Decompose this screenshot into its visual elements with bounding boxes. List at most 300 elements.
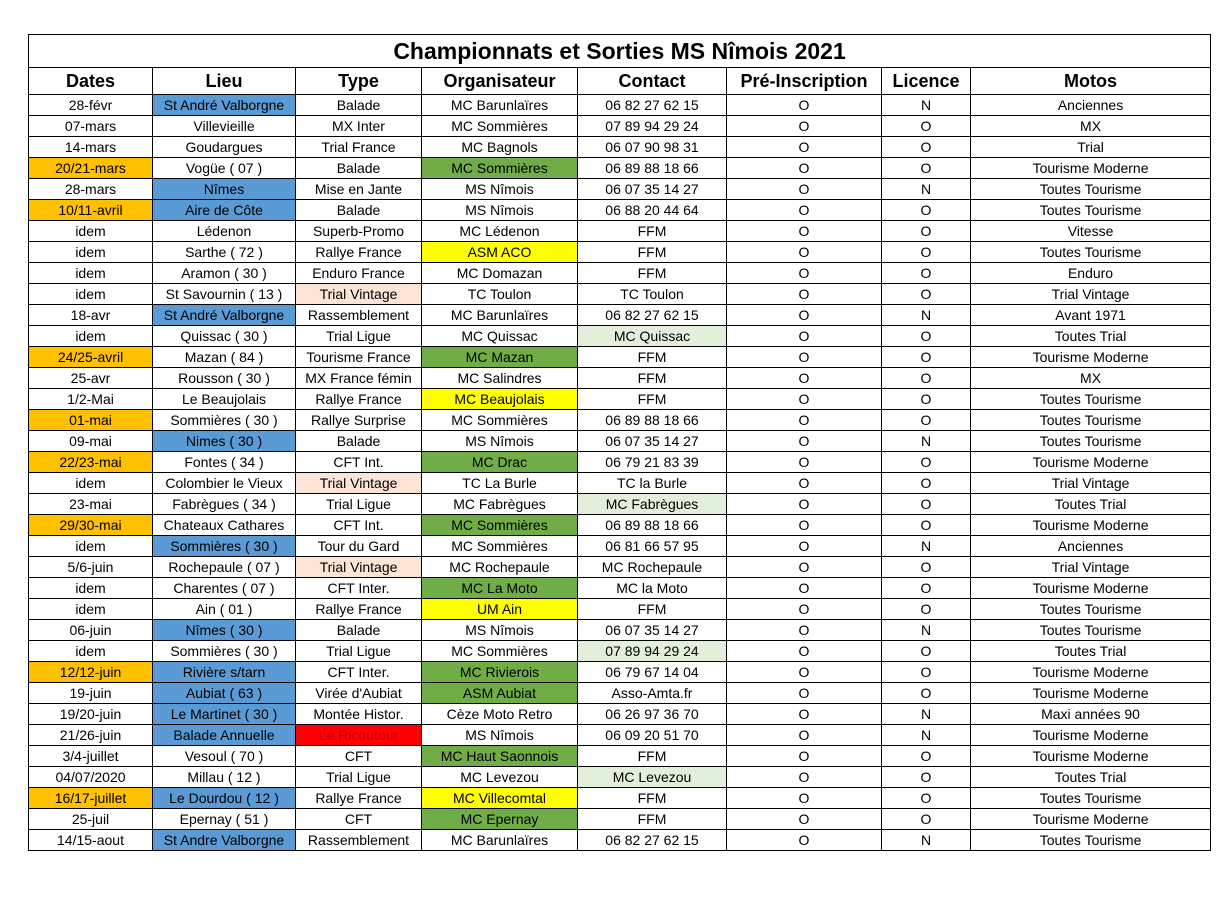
table-row (29, 284, 1211, 305)
cell-date: 04/07/2020 (29, 767, 153, 788)
cell-organisateur: MC Domazan (422, 263, 578, 284)
cell-lieu: Villevieille (153, 116, 296, 137)
cell-contact: FFM (578, 368, 727, 389)
cell-date: 10/11-avril (29, 200, 153, 221)
cell-type: Rallye France (296, 242, 422, 263)
cell-date: 01-mai (29, 410, 153, 431)
cell-date: 24/25-avril (29, 347, 153, 368)
cell-type: Rassemblement (296, 305, 422, 326)
cell-lieu: Rochepaule ( 07 ) (153, 557, 296, 578)
cell-lieu: Le Beaujolais (153, 389, 296, 410)
cell-licence: O (882, 116, 971, 137)
page-title: Championnats et Sorties MS Nîmois 2021 (29, 35, 1211, 68)
cell-organisateur: MC Barunlaïres (422, 95, 578, 116)
cell-type: CFT Inter. (296, 662, 422, 683)
cell-motos: Toutes Tourisme (971, 242, 1211, 263)
cell-pre-inscription: O (727, 95, 882, 116)
cell-type: MX France fémin (296, 368, 422, 389)
cell-lieu: Rousson ( 30 ) (153, 368, 296, 389)
cell-organisateur: MC Villecomtal (422, 788, 578, 809)
cell-lieu: Colombier le Vieux (153, 473, 296, 494)
cell-organisateur: MC Epernay (422, 809, 578, 830)
cell-licence: O (882, 347, 971, 368)
cell-organisateur: TC La Burle (422, 473, 578, 494)
cell-pre-inscription: O (727, 473, 882, 494)
cell-licence: O (882, 557, 971, 578)
header-type: Type (296, 68, 422, 95)
cell-pre-inscription: O (727, 347, 882, 368)
cell-organisateur: MC Quissac (422, 326, 578, 347)
cell-date: idem (29, 641, 153, 662)
cell-contact: 06 81 66 57 95 (578, 536, 727, 557)
cell-date: 21/26-juin (29, 725, 153, 746)
cell-lieu: Sommières ( 30 ) (153, 536, 296, 557)
cell-type: CFT Int. (296, 452, 422, 473)
cell-licence: O (882, 158, 971, 179)
table-row (29, 536, 1211, 557)
cell-date: 18-avr (29, 305, 153, 326)
cell-date: 19/20-juin (29, 704, 153, 725)
cell-motos: Enduro (971, 263, 1211, 284)
cell-date: 25-juil (29, 809, 153, 830)
table-row (29, 158, 1211, 179)
cell-licence: O (882, 473, 971, 494)
cell-type: Le Ricoutour (296, 725, 422, 746)
cell-organisateur: MC Bagnols (422, 137, 578, 158)
table-body (29, 95, 1211, 851)
cell-licence: N (882, 704, 971, 725)
cell-pre-inscription: O (727, 704, 882, 725)
cell-licence: O (882, 137, 971, 158)
cell-contact: 06 89 88 18 66 (578, 158, 727, 179)
table-row (29, 368, 1211, 389)
cell-motos: Avant 1971 (971, 305, 1211, 326)
cell-contact: FFM (578, 347, 727, 368)
cell-type: CFT Int. (296, 515, 422, 536)
cell-pre-inscription: O (727, 683, 882, 704)
cell-organisateur: MC Sommières (422, 116, 578, 137)
cell-type: Rallye France (296, 788, 422, 809)
cell-licence: O (882, 788, 971, 809)
cell-pre-inscription: O (727, 767, 882, 788)
cell-pre-inscription: O (727, 578, 882, 599)
table-row (29, 767, 1211, 788)
cell-organisateur: MC La Moto (422, 578, 578, 599)
cell-date: 3/4-juillet (29, 746, 153, 767)
cell-organisateur: ASM ACO (422, 242, 578, 263)
cell-pre-inscription: O (727, 452, 882, 473)
cell-organisateur: MC Fabrègues (422, 494, 578, 515)
cell-motos: MX (971, 368, 1211, 389)
cell-type: MX Inter (296, 116, 422, 137)
cell-date: 28-févr (29, 95, 153, 116)
cell-pre-inscription: O (727, 221, 882, 242)
cell-contact: 06 89 88 18 66 (578, 515, 727, 536)
cell-organisateur: MC Lédenon (422, 221, 578, 242)
cell-date: 07-mars (29, 116, 153, 137)
cell-type: Trial France (296, 137, 422, 158)
cell-organisateur: MC Barunlaïres (422, 830, 578, 851)
cell-organisateur: MC Sommières (422, 536, 578, 557)
cell-licence: O (882, 452, 971, 473)
cell-licence: O (882, 809, 971, 830)
cell-contact: FFM (578, 221, 727, 242)
cell-licence: N (882, 179, 971, 200)
cell-motos: Tourisme Moderne (971, 158, 1211, 179)
cell-motos: Toutes Tourisme (971, 389, 1211, 410)
cell-type: CFT (296, 746, 422, 767)
cell-type: Trial Ligue (296, 326, 422, 347)
cell-lieu: Sarthe ( 72 ) (153, 242, 296, 263)
cell-type: Trial Ligue (296, 494, 422, 515)
cell-licence: N (882, 305, 971, 326)
cell-organisateur: MS Nîmois (422, 200, 578, 221)
cell-lieu: Nîmes (153, 179, 296, 200)
cell-date: idem (29, 599, 153, 620)
cell-contact: FFM (578, 746, 727, 767)
cell-date: 12/12-juin (29, 662, 153, 683)
cell-type: Rassemblement (296, 830, 422, 851)
cell-pre-inscription: O (727, 557, 882, 578)
header-contact: Contact (578, 68, 727, 95)
cell-motos: Anciennes (971, 95, 1211, 116)
table-row (29, 599, 1211, 620)
cell-organisateur: MC Levezou (422, 767, 578, 788)
cell-motos: Tourisme Moderne (971, 347, 1211, 368)
table-row (29, 662, 1211, 683)
cell-motos: Toutes Tourisme (971, 788, 1211, 809)
header-row (29, 68, 1211, 95)
table-row (29, 557, 1211, 578)
cell-pre-inscription: O (727, 431, 882, 452)
cell-date: idem (29, 578, 153, 599)
cell-lieu: Aramon ( 30 ) (153, 263, 296, 284)
table-row (29, 137, 1211, 158)
cell-type: Balade (296, 200, 422, 221)
table-row (29, 200, 1211, 221)
title-row (29, 35, 1211, 68)
cell-pre-inscription: O (727, 830, 882, 851)
cell-motos: Anciennes (971, 536, 1211, 557)
cell-licence: O (882, 578, 971, 599)
cell-licence: O (882, 767, 971, 788)
cell-pre-inscription: O (727, 788, 882, 809)
cell-date: idem (29, 242, 153, 263)
cell-contact: TC la Burle (578, 473, 727, 494)
cell-organisateur: MS Nîmois (422, 431, 578, 452)
cell-licence: O (882, 641, 971, 662)
cell-pre-inscription: O (727, 200, 882, 221)
cell-type: Balade (296, 431, 422, 452)
cell-contact: 06 88 20 44 64 (578, 200, 727, 221)
cell-date: 16/17-juillet (29, 788, 153, 809)
cell-licence: O (882, 389, 971, 410)
cell-lieu: St André Valborgne (153, 305, 296, 326)
table-row (29, 515, 1211, 536)
cell-organisateur: MS Nîmois (422, 620, 578, 641)
cell-motos: Tourisme Moderne (971, 515, 1211, 536)
cell-lieu: Le Dourdou ( 12 ) (153, 788, 296, 809)
cell-organisateur: Cèze Moto Retro (422, 704, 578, 725)
table-row (29, 326, 1211, 347)
cell-type: Virée d'Aubiat (296, 683, 422, 704)
cell-licence: O (882, 326, 971, 347)
cell-motos: Toutes Tourisme (971, 410, 1211, 431)
cell-licence: O (882, 410, 971, 431)
cell-motos: Tourisme Moderne (971, 578, 1211, 599)
cell-organisateur: MC Beaujolais (422, 389, 578, 410)
table-row (29, 704, 1211, 725)
cell-organisateur: MC Sommières (422, 641, 578, 662)
cell-lieu: Vogüe ( 07 ) (153, 158, 296, 179)
table-row (29, 221, 1211, 242)
table-row (29, 494, 1211, 515)
table-row (29, 620, 1211, 641)
cell-motos: Toutes Tourisme (971, 620, 1211, 641)
table-row (29, 788, 1211, 809)
cell-pre-inscription: O (727, 158, 882, 179)
cell-pre-inscription: O (727, 137, 882, 158)
cell-pre-inscription: O (727, 494, 882, 515)
cell-motos: Trial Vintage (971, 284, 1211, 305)
header-pre-inscription: Pré-Inscription (727, 68, 882, 95)
cell-type: Superb-Promo (296, 221, 422, 242)
cell-type: Rallye France (296, 389, 422, 410)
header-motos: Motos (971, 68, 1211, 95)
cell-licence: O (882, 494, 971, 515)
cell-type: Trial Ligue (296, 641, 422, 662)
cell-date: 25-avr (29, 368, 153, 389)
cell-contact: 06 79 67 14 04 (578, 662, 727, 683)
cell-licence: N (882, 536, 971, 557)
cell-pre-inscription: O (727, 242, 882, 263)
table-row (29, 641, 1211, 662)
cell-contact: 06 26 97 36 70 (578, 704, 727, 725)
cell-date: 09-mai (29, 431, 153, 452)
cell-contact: MC Fabrègues (578, 494, 727, 515)
cell-date: idem (29, 221, 153, 242)
cell-type: Rallye Surprise (296, 410, 422, 431)
cell-date: 20/21-mars (29, 158, 153, 179)
cell-motos: Tourisme Moderne (971, 662, 1211, 683)
cell-lieu: St Andre Valborgne (153, 830, 296, 851)
cell-lieu: Nimes ( 30 ) (153, 431, 296, 452)
cell-type: CFT Inter. (296, 578, 422, 599)
cell-motos: Trial Vintage (971, 473, 1211, 494)
table-row (29, 746, 1211, 767)
cell-organisateur: MC Mazan (422, 347, 578, 368)
cell-pre-inscription: O (727, 305, 882, 326)
cell-contact: 06 82 27 62 15 (578, 830, 727, 851)
cell-contact: FFM (578, 263, 727, 284)
cell-lieu: Le Martinet ( 30 ) (153, 704, 296, 725)
cell-motos: Toutes Tourisme (971, 431, 1211, 452)
cell-date: idem (29, 284, 153, 305)
cell-date: idem (29, 326, 153, 347)
cell-date: 19-juin (29, 683, 153, 704)
cell-motos: Vitesse (971, 221, 1211, 242)
cell-organisateur: UM Ain (422, 599, 578, 620)
cell-date: idem (29, 263, 153, 284)
cell-contact: 06 07 35 14 27 (578, 620, 727, 641)
cell-lieu: Nîmes ( 30 ) (153, 620, 296, 641)
cell-lieu: Charentes ( 07 ) (153, 578, 296, 599)
cell-contact: MC la Moto (578, 578, 727, 599)
cell-licence: N (882, 431, 971, 452)
cell-motos: Maxi années 90 (971, 704, 1211, 725)
table-row (29, 830, 1211, 851)
cell-contact: 06 07 35 14 27 (578, 431, 727, 452)
cell-contact: 06 82 27 62 15 (578, 95, 727, 116)
table-row (29, 389, 1211, 410)
cell-type: Tourisme France (296, 347, 422, 368)
cell-licence: O (882, 662, 971, 683)
cell-licence: O (882, 284, 971, 305)
cell-date: 5/6-juin (29, 557, 153, 578)
cell-contact: FFM (578, 242, 727, 263)
table-row (29, 242, 1211, 263)
cell-motos: Trial Vintage (971, 557, 1211, 578)
cell-motos: Tourisme Moderne (971, 809, 1211, 830)
cell-licence: N (882, 620, 971, 641)
cell-pre-inscription: O (727, 263, 882, 284)
cell-contact: MC Rochepaule (578, 557, 727, 578)
cell-motos: Toutes Trial (971, 641, 1211, 662)
cell-contact: 07 89 94 29 24 (578, 641, 727, 662)
cell-type: Montée Histor. (296, 704, 422, 725)
table-row (29, 305, 1211, 326)
cell-date: 14/15-aout (29, 830, 153, 851)
cell-date: 1/2-Mai (29, 389, 153, 410)
cell-organisateur: MC Haut Saonnois (422, 746, 578, 767)
cell-date: 23-mai (29, 494, 153, 515)
cell-organisateur: MC Salindres (422, 368, 578, 389)
cell-pre-inscription: O (727, 179, 882, 200)
cell-lieu: Rivière s/tarn (153, 662, 296, 683)
cell-type: CFT (296, 809, 422, 830)
cell-pre-inscription: O (727, 599, 882, 620)
cell-contact: Asso-Amta.fr (578, 683, 727, 704)
cell-licence: N (882, 725, 971, 746)
cell-lieu: Aubiat ( 63 ) (153, 683, 296, 704)
table-row (29, 347, 1211, 368)
cell-organisateur: MC Rivierois (422, 662, 578, 683)
cell-licence: O (882, 683, 971, 704)
table-row (29, 116, 1211, 137)
cell-licence: O (882, 599, 971, 620)
cell-organisateur: ASM Aubiat (422, 683, 578, 704)
events-table (28, 34, 1211, 851)
cell-organisateur: MC Sommières (422, 515, 578, 536)
cell-motos: Toutes Trial (971, 326, 1211, 347)
cell-lieu: Aire de Côte (153, 200, 296, 221)
cell-pre-inscription: O (727, 536, 882, 557)
table-row (29, 431, 1211, 452)
cell-lieu: St Savournin ( 13 ) (153, 284, 296, 305)
cell-licence: O (882, 200, 971, 221)
cell-motos: Toutes Tourisme (971, 179, 1211, 200)
cell-type: Enduro France (296, 263, 422, 284)
cell-date: 29/30-mai (29, 515, 153, 536)
cell-date: 28-mars (29, 179, 153, 200)
cell-licence: N (882, 830, 971, 851)
cell-licence: O (882, 221, 971, 242)
cell-licence: O (882, 263, 971, 284)
cell-contact: 06 07 90 98 31 (578, 137, 727, 158)
cell-pre-inscription: O (727, 368, 882, 389)
cell-motos: Tourisme Moderne (971, 683, 1211, 704)
cell-contact: 06 07 35 14 27 (578, 179, 727, 200)
cell-pre-inscription: O (727, 641, 882, 662)
cell-pre-inscription: O (727, 725, 882, 746)
table-row (29, 683, 1211, 704)
cell-lieu: Quissac ( 30 ) (153, 326, 296, 347)
cell-contact: MC Levezou (578, 767, 727, 788)
cell-organisateur: MC Drac (422, 452, 578, 473)
cell-lieu: Epernay ( 51 ) (153, 809, 296, 830)
cell-motos: Toutes Trial (971, 767, 1211, 788)
table-row (29, 809, 1211, 830)
cell-motos: Toutes Tourisme (971, 599, 1211, 620)
header-licence: Licence (882, 68, 971, 95)
cell-pre-inscription: O (727, 326, 882, 347)
table-row (29, 473, 1211, 494)
table-row (29, 452, 1211, 473)
table-row (29, 725, 1211, 746)
table-row (29, 263, 1211, 284)
cell-motos: Trial (971, 137, 1211, 158)
cell-licence: O (882, 746, 971, 767)
cell-organisateur: MC Sommières (422, 410, 578, 431)
cell-organisateur: TC Toulon (422, 284, 578, 305)
cell-lieu: Chateaux Cathares (153, 515, 296, 536)
cell-lieu: Lédenon (153, 221, 296, 242)
spreadsheet (28, 34, 1210, 851)
cell-date: idem (29, 536, 153, 557)
cell-contact: MC Quissac (578, 326, 727, 347)
cell-type: Rallye France (296, 599, 422, 620)
cell-pre-inscription: O (727, 284, 882, 305)
cell-type: Trial Ligue (296, 767, 422, 788)
cell-organisateur: MS Nîmois (422, 725, 578, 746)
cell-contact: 06 82 27 62 15 (578, 305, 727, 326)
cell-organisateur: MS Nîmois (422, 179, 578, 200)
cell-motos: Tourisme Moderne (971, 452, 1211, 473)
cell-contact: FFM (578, 809, 727, 830)
cell-motos: Tourisme Moderne (971, 725, 1211, 746)
cell-contact: FFM (578, 599, 727, 620)
header-organisateur: Organisateur (422, 68, 578, 95)
cell-licence: O (882, 242, 971, 263)
cell-date: 14-mars (29, 137, 153, 158)
cell-contact: FFM (578, 788, 727, 809)
cell-motos: Tourisme Moderne (971, 746, 1211, 767)
cell-contact: 06 09 20 51 70 (578, 725, 727, 746)
cell-licence: N (882, 95, 971, 116)
cell-lieu: Millau ( 12 ) (153, 767, 296, 788)
cell-pre-inscription: O (727, 620, 882, 641)
cell-pre-inscription: O (727, 116, 882, 137)
cell-lieu: Sommières ( 30 ) (153, 410, 296, 431)
cell-organisateur: MC Rochepaule (422, 557, 578, 578)
cell-contact: FFM (578, 389, 727, 410)
cell-pre-inscription: O (727, 389, 882, 410)
cell-motos: Toutes Tourisme (971, 830, 1211, 851)
cell-pre-inscription: O (727, 662, 882, 683)
cell-pre-inscription: O (727, 809, 882, 830)
cell-motos: Toutes Tourisme (971, 200, 1211, 221)
cell-pre-inscription: O (727, 410, 882, 431)
